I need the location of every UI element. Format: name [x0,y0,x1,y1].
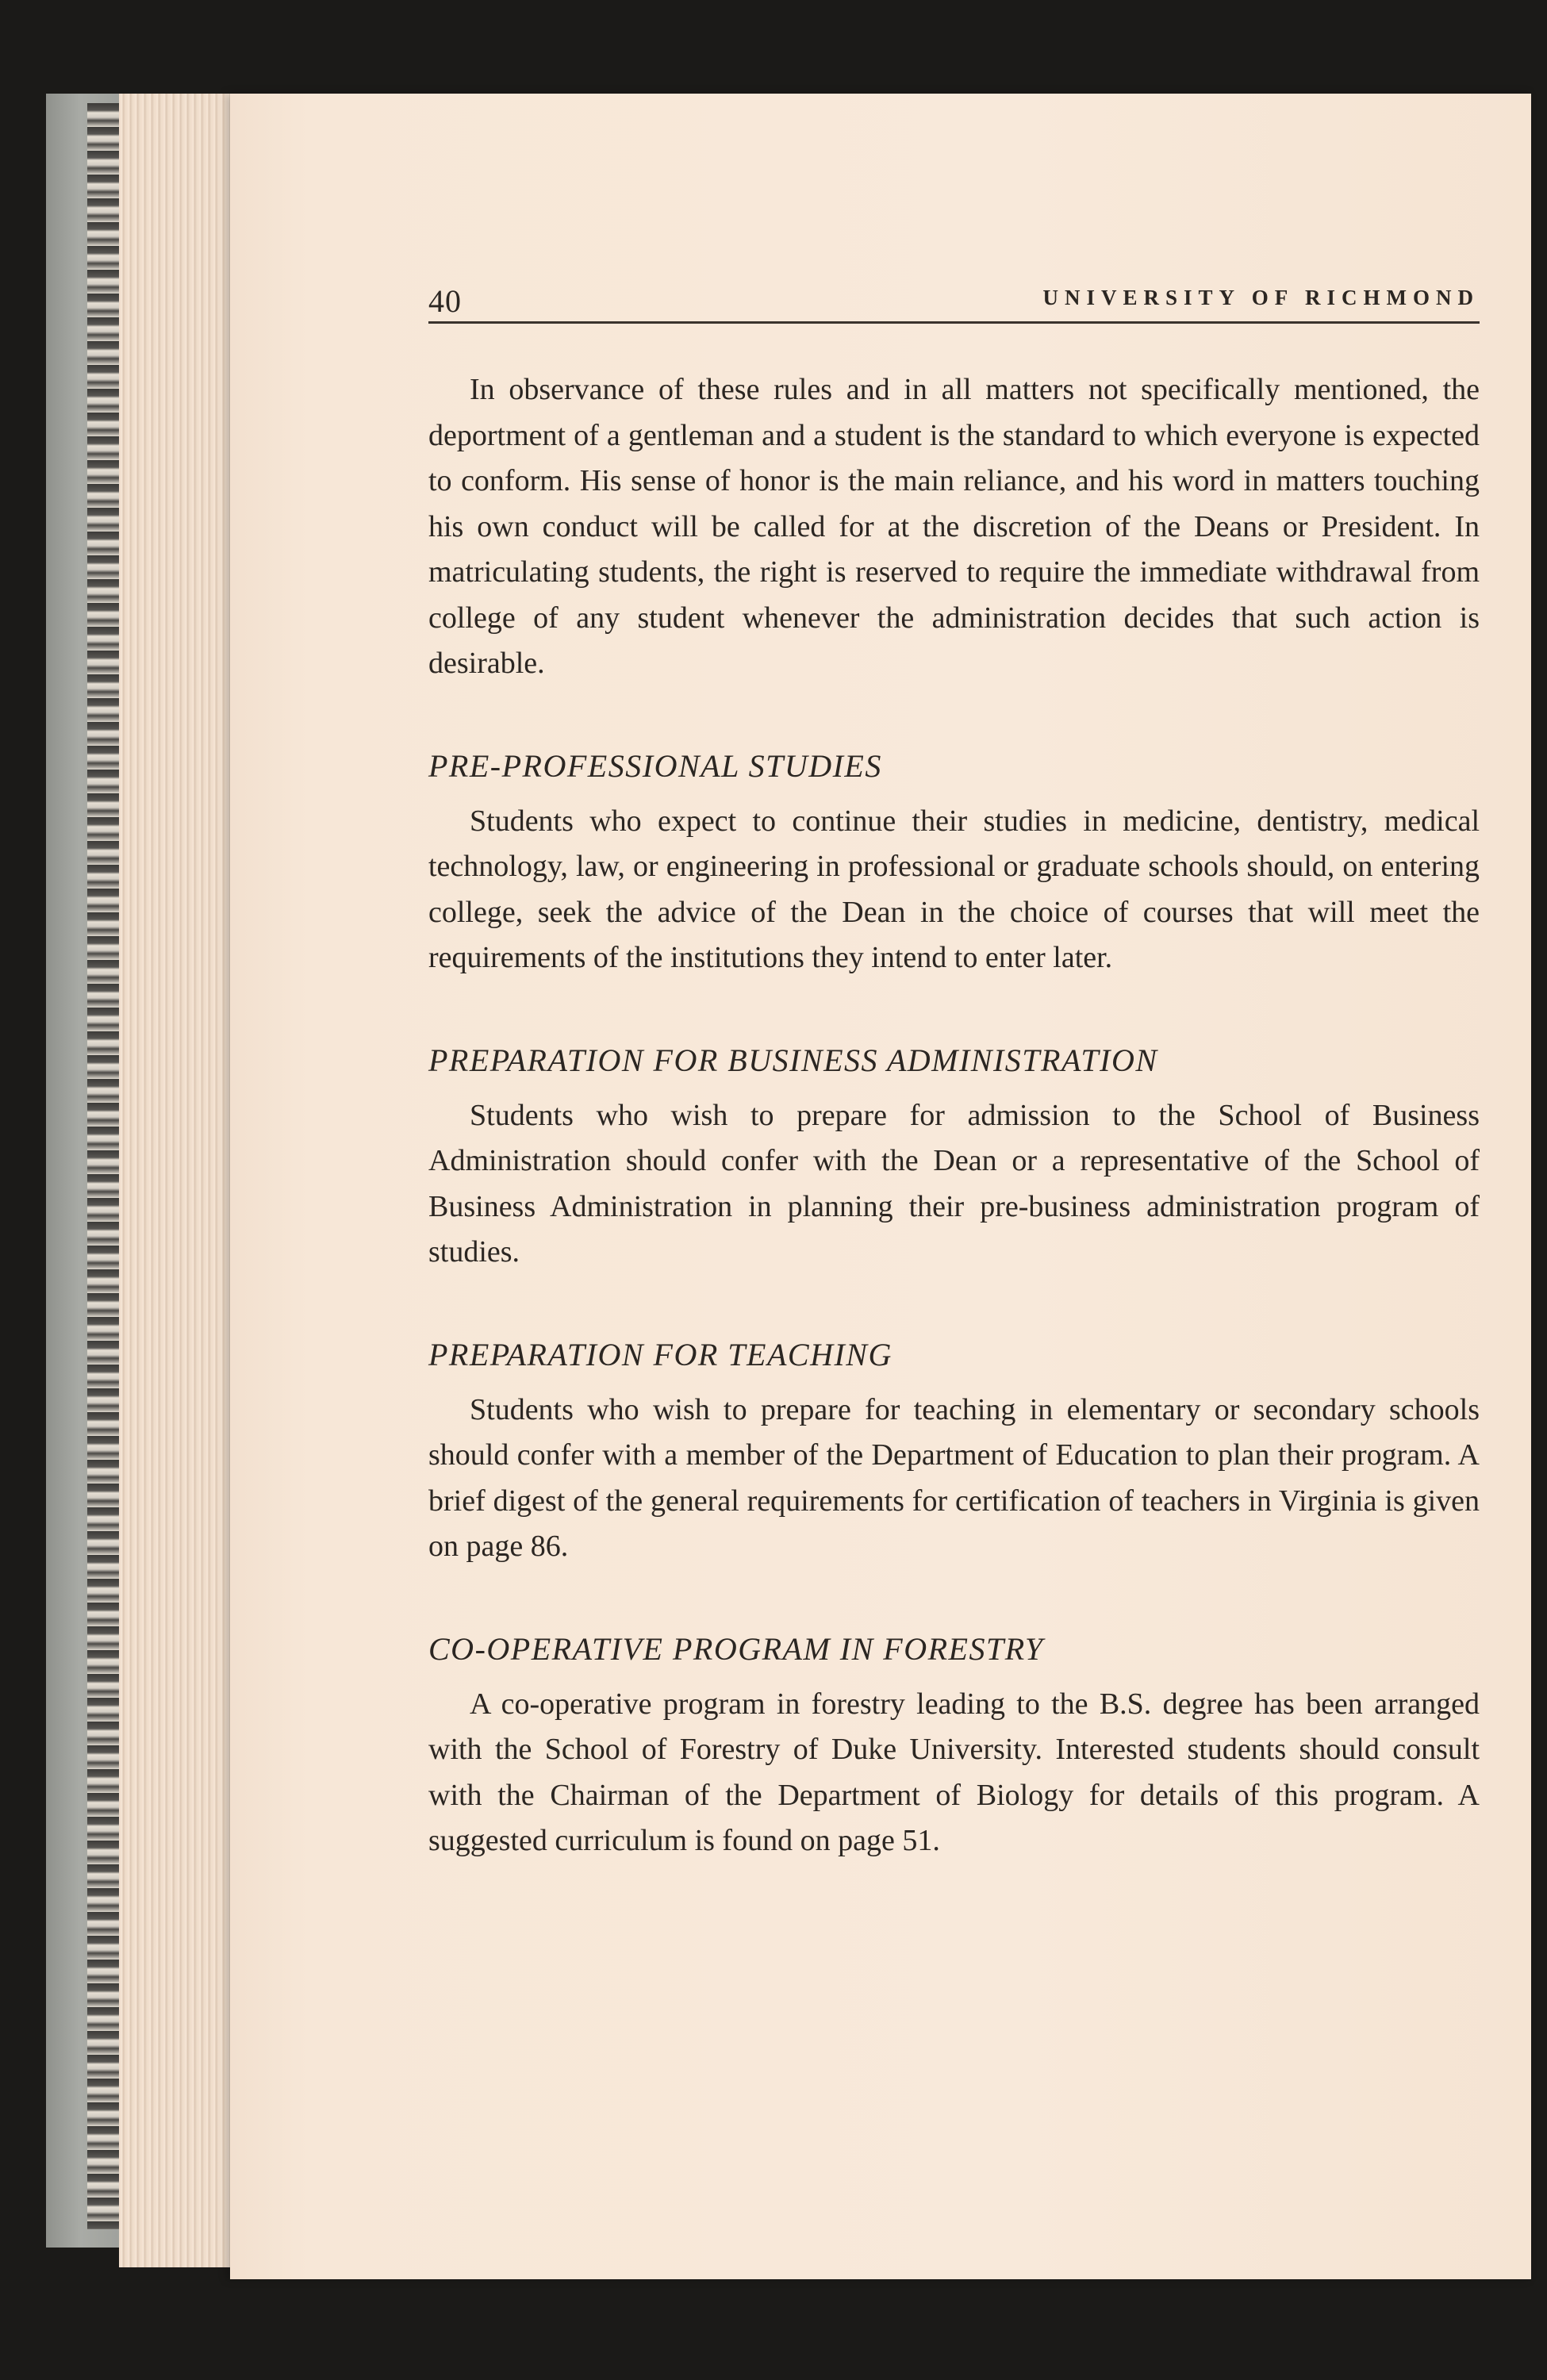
section-paragraph-business-administration: Students who wish to prepare for admission to the School of Business Administration should confer with the Dean or a representative of the School of Business Administration in planning their pre-business administration program of studies. [428,1098,1480,1269]
section-paragraph-teaching: Students who wish to prepare for teaching in elementary or secondary schools should confer with a member of the Department of Education to plan their program. A brief digest of the general requirements for certification of teachers in Virginia is given on page 86. [428,1392,1480,1563]
section-paragraph-pre-professional: Students who expect to continue their studies in medicine, dentistry, medical technology, law, or engineering in professional or graduate schools should, on entering college, seek the advice of the Dean in the choice of courses that will meet the requirements of the institutions they intend to enter later. [428,804,1480,974]
section-heading-forestry: CO-OPERATIVE PROGRAM IN FORESTRY [428,1630,1044,1667]
section-paragraph-forestry: A co-operative program in forestry leading to the B.S. degree has been arranged with the School of Forestry of Duke University. Interested students should consult with the Chairman of the Department of Biology for details of this program. A suggested curriculum is found on page 51. [428,1687,1480,1857]
section-heading-pre-professional: PRE-PROFESSIONAL STUDIES [428,747,882,784]
intro-paragraph: In observance of these rules and in all matters not specifically mentioned, the deportment of a gentleman and a student is the standard to which everyone is expected to conform. His sense of honor is the main reliance, and his word in matters touching his own conduct will be called for at the discretion of the Deans or President. In matriculating students, the right is reserved to require the immediate withdrawal from college of any student whenever the administration decides that such action is desirable. [428,373,1480,680]
section-heading-business-administration: PREPARATION FOR BUSINESS ADMINISTRATION [428,1042,1158,1078]
running-title: UNIVERSITY OF RICHMOND [1042,286,1480,309]
header-rule [428,321,1480,324]
page-number: 40 [428,283,462,319]
section-heading-teaching: PREPARATION FOR TEACHING [428,1336,892,1372]
book-page [230,94,1531,2279]
page-header [428,282,1480,333]
page-stack-edges [119,94,238,2267]
page-body [428,367,1480,1864]
